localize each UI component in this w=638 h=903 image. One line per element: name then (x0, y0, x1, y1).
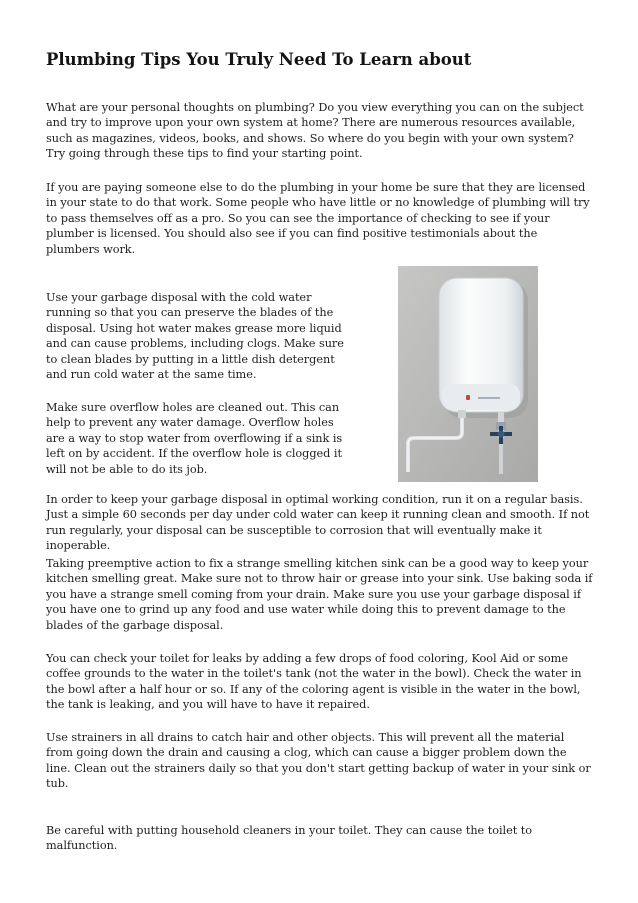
paragraph-intro: What are your personal thoughts on plumbing? Do you view everything you can on the subject and try to improve upon your own system at home? There are numerous resources available, such as magazines, videos, books, and shows. So where do you begin with your own system? Try going through these tips to find your starting point. (46, 101, 584, 161)
paragraph-household-cleaners: Be careful with putting household cleaners in your toilet. They can cause the toilet to malfunction. (46, 824, 533, 853)
paragraph-cold-water-disposal: Use your garbage disposal with the cold water running so that you can preserve the blades of the disposal. Using hot water makes grease more liquid and can cause problems, including clogs. Make sure to clean blades by putting in a little dish detergent and run cold water at the same time. (46, 291, 344, 382)
water-heater-image (398, 266, 538, 482)
paragraph-toilet-leaks: You can check your toilet for leaks by adding a few drops of food coloring, Kool Aid or some coffee grounds to the water in the toilet's tank (not the water in the bowl). Check the water in the bowl after a half hour or so. If any of the coloring agent is visible in the water in the bowl, the tank is leaking, and you will have to have it repaired. (46, 652, 582, 712)
page-title: Plumbing Tips You Truly Need To Learn about (46, 50, 472, 69)
paragraph-overflow-holes: Make sure overflow holes are cleaned out. This can help to prevent any water damage. Overflow holes are a way to stop water from overflowing if a sink is left on by accident. If the overflow hole is clogged it will not be able to do its job. (46, 401, 343, 476)
paragraph-licensed-plumber: If you are paying someone else to do the plumbing in your home be sure that they are licensed in your state to do that work. Some people who have little or no knowledge of plumbing will try to pass themselves off as a pro. So you can see the importance of checking to see if your plumber is licensed. You should also see if you can find positive testimonials about the plumbers work. (46, 181, 590, 256)
water-heater-icon (398, 266, 538, 482)
paragraph-sink-smell: Taking preemptive action to fix a strange smelling kitchen sink can be a good way to keep your kitchen smelling great. Make sure not to throw hair or grease into your sink. Use baking soda if you have a strange smell coming from your drain. Make sure you use your garbage disposal if you have one to grind up any food and use water while doing this to prevent damage to the blades of the garbage disposal. (46, 557, 593, 632)
paragraph-disposal-maintenance: In order to keep your garbage disposal in optimal working condition, run it on a regular basis. Just a simple 60 seconds per day under cold water can keep it running clean and smooth. If not run regularly, your disposal can be susceptible to corrosion that will eventually make it inoperable. (46, 493, 590, 553)
paragraph-drain-strainers: Use strainers in all drains to catch hair and other objects. This will prevent all the material from going down the drain and causing a clog, which can cause a bigger problem down the line. Clean out the strainers daily so that you don't start getting backup of water in your sink or tub. (46, 731, 591, 791)
